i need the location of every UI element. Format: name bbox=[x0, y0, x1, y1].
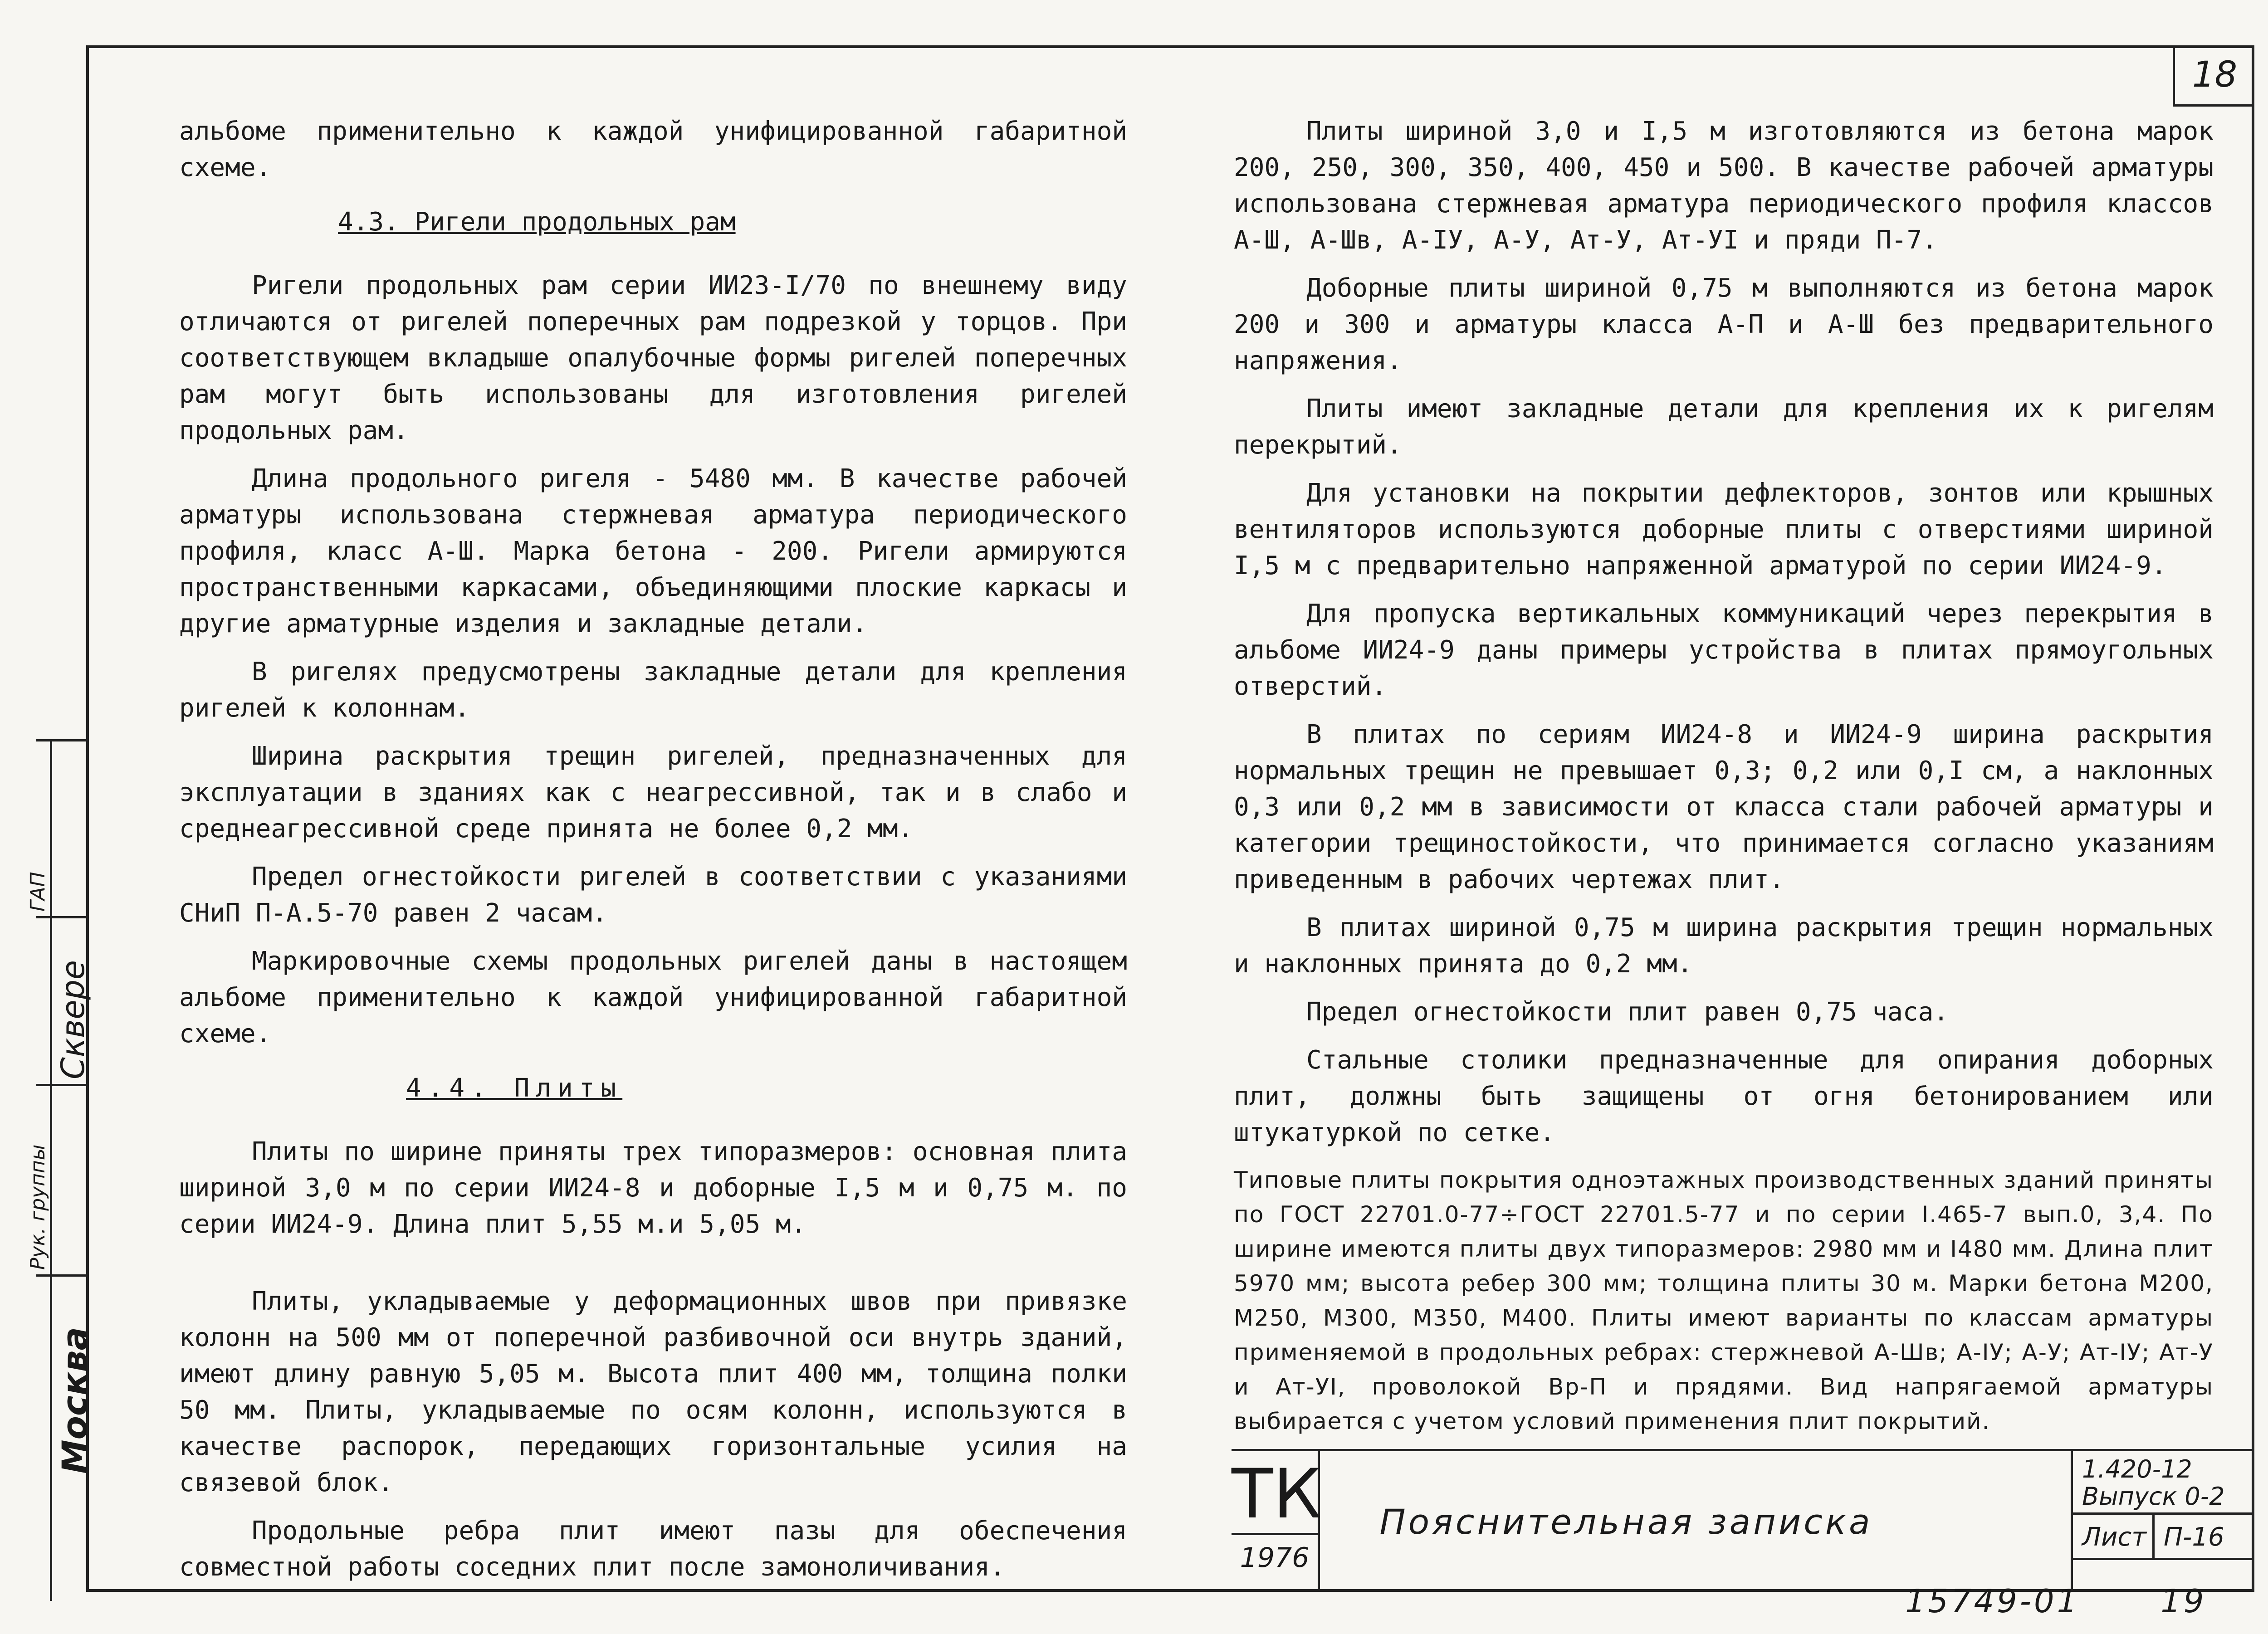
stamp-year: 1976 bbox=[1232, 1533, 1318, 1576]
page-number: 19 bbox=[2160, 1583, 2207, 1620]
paragraph: Ширина раскрытия трещин ригелей, предназначенных для эксплуатации в зданиях как с неагрессивной, так и в слабо и среднеагрессивной среде принята не более 0,2 мм. bbox=[179, 741, 1127, 844]
tk-logo: ТК bbox=[1232, 1455, 1322, 1534]
paragraph: Плиты имеют закладные детали для крепления их к ригелям перекрытий. bbox=[1234, 394, 2214, 460]
sidebar-city: Москва bbox=[54, 1327, 95, 1474]
series-number: 1.420-12 bbox=[2082, 1455, 2192, 1483]
paragraph: В плитах по сериям ИИ24-8 и ИИ24-9 ширина раскрытия нормальных трещин не превышает 0,3; 0,2 или 0,I см, а наклонных 0,3 или 0,2 мм в зависимости от класса стали рабочей арматуры и категории трещиностойкости, что принимается согласно указаниям приведенным в рабочих чертежах плит. bbox=[1234, 720, 2214, 894]
left-column bbox=[179, 113, 1127, 1597]
tk-logo-cell bbox=[1232, 1451, 1320, 1592]
paragraph: Продольные ребра плит имеют пазы для обеспечения совместной работы соседних плит после замоноличивания. bbox=[179, 1516, 1127, 1582]
title-block bbox=[1232, 1449, 2254, 1592]
paragraph: Плиты по ширине приняты трех типоразмеров: основная плита шириной 3,0 м по серии ИИ24-8 и доборные I,5 м и 0,75 м. по серии ИИ24-9. Длина плит 5,55 м.и 5,05 м. bbox=[179, 1137, 1127, 1239]
paragraph: Ригели продольных рам серии ИИ23-I/70 по внешнему виду отличаются от ригелей поперечных рам подрезкой у торцов. При соответствующем вкладыше опалубочные формы ригелей поперечных рам могут быть использованы для изготовления ригелей продольных рам. bbox=[179, 271, 1127, 445]
paragraph: Для установки на покрытии дефлекторов, зонтов или крышных вентиляторов используются доборные плиты с отверстиями шириной I,5 м с предварительно напряженной арматурой по серии ИИ24-9. bbox=[1234, 478, 2214, 580]
sidebar-divider bbox=[36, 739, 86, 741]
typed-paragraph: Типовые плиты покрытия одноэтажных производственных зданий приняты по ГОСТ 22701.0-77÷ГОСТ 22701.5-77 и по серии I.465-7 вып.0, 3,4. По ширине имеются плиты двух типоразмеров: 2980 мм и I480 мм. Длина плит 5970 мм; высота ребер 300 мм; толщина плиты 30 м. Марки бетона М200, М250, М300, М350, М400. Плиты имеют варианты по классам арматуры применяемой в продольных ребрах: стержневой А-Шв; А-IУ; А-У; Ат-IУ; Ат-У и Ат-УI, проволокой Вр-П и прядями. Вид напрягаемой арматуры выбирается с учетом условий применения плит покрытий. bbox=[1234, 1167, 2214, 1434]
paragraph: Плиты, укладываемые у деформационных швов при привязке колонн на 500 мм от поперечной разбивочной оси внутрь зданий, имеют длину равную 5,05 м. Высота плит 400 мм, толщина полки 50 мм. Плиты, укладываемые по осям колонн, используются в качестве распорок, передающих горизонтальные усилия на связевой блок. bbox=[179, 1287, 1127, 1497]
paragraph: Предел огнестойкости плит равен 0,75 часа. bbox=[1306, 997, 1949, 1027]
paragraph: Доборные плиты шириной 0,75 м выполняются из бетона марок 200 и 300 и арматуры класса А-П и А-Ш без предварительного напряжения. bbox=[1234, 273, 2214, 376]
sidebar-line bbox=[50, 739, 52, 1601]
series-cell bbox=[2073, 1451, 2254, 1515]
sidebar-divider bbox=[36, 916, 86, 918]
paragraph: Для пропуска вертикальных коммуникаций через перекрытия в альбоме ИИ24-9 даны примеры устройства в плитах прямоугольных отверстий. bbox=[1234, 599, 2214, 701]
paragraph: Плиты шириной 3,0 и I,5 м изготовляются из бетона марок 200, 250, 300, 350, 400, 450 и 500. В качестве рабочей арматуры использована стержневая арматура периодического профиля классов А-Ш, А-Шв, А-IУ, А-У, Ат-У, Ат-УI и пряди П-7. bbox=[1234, 117, 2214, 255]
paragraph: Маркировочные схемы продольных ригелей даны в настоящем альбоме применительно к каждой унифицированной габаритной схеме. bbox=[179, 946, 1127, 1049]
paragraph: В плитах шириной 0,75 м ширина раскрытия трещин нормальных и наклонных принята до 0,2 мм. bbox=[1234, 913, 2214, 979]
doc-number: 15749-01 bbox=[1905, 1583, 2080, 1620]
paragraph: альбоме применительно к каждой унифицированной габаритной схеме. bbox=[179, 117, 1127, 182]
right-column bbox=[1234, 113, 2214, 1450]
sidebar-divider bbox=[36, 1274, 86, 1277]
sidebar-role-bottom: Рук. группы bbox=[26, 1144, 49, 1270]
sidebar-role-top: ГАП bbox=[26, 872, 49, 912]
paragraph: Предел огнестойкости ригелей в соответствии с указаниями СНиП П-А.5-70 равен 2 часам. bbox=[179, 862, 1127, 928]
sidebar-divider bbox=[36, 1084, 86, 1086]
sheet-value: П-16 bbox=[2164, 1522, 2224, 1552]
document-title: Пояснительная записка bbox=[1379, 1501, 1873, 1542]
signature-sidebar bbox=[18, 739, 95, 1601]
sidebar-signature: Сквере bbox=[54, 960, 92, 1079]
section-heading-4-3: 4.3. Ригели продольных рам bbox=[338, 207, 736, 237]
paragraph: Длина продольного ригеля - 5480 мм. В качестве рабочей арматуры использована стержневая арматура периодического профиля, класс А-Ш. Марка бетона - 200. Ригели армируются пространственными каркасами, объединяющими плоские каркасы и другие арматурные изделия и закладные детали. bbox=[179, 464, 1127, 639]
bottom-numbers bbox=[1905, 1583, 2268, 1620]
issue-number: Выпуск 0-2 bbox=[2082, 1482, 2225, 1511]
sheet-number: 18 bbox=[2173, 45, 2254, 107]
paragraph: Стальные столики предназначенные для опирания доборных плит, должны быть защищены от огня бетонированием или штукатуркой по сетке. bbox=[1234, 1045, 2214, 1147]
stamp-info bbox=[2071, 1451, 2254, 1592]
sheet-row bbox=[2073, 1515, 2254, 1560]
sheet-label: Лист bbox=[2073, 1515, 2155, 1558]
paragraph: В ригелях предусмотрены закладные детали для крепления ригелей к колоннам. bbox=[179, 657, 1127, 723]
section-heading-4-4: 4.4. Плиты bbox=[406, 1073, 623, 1103]
